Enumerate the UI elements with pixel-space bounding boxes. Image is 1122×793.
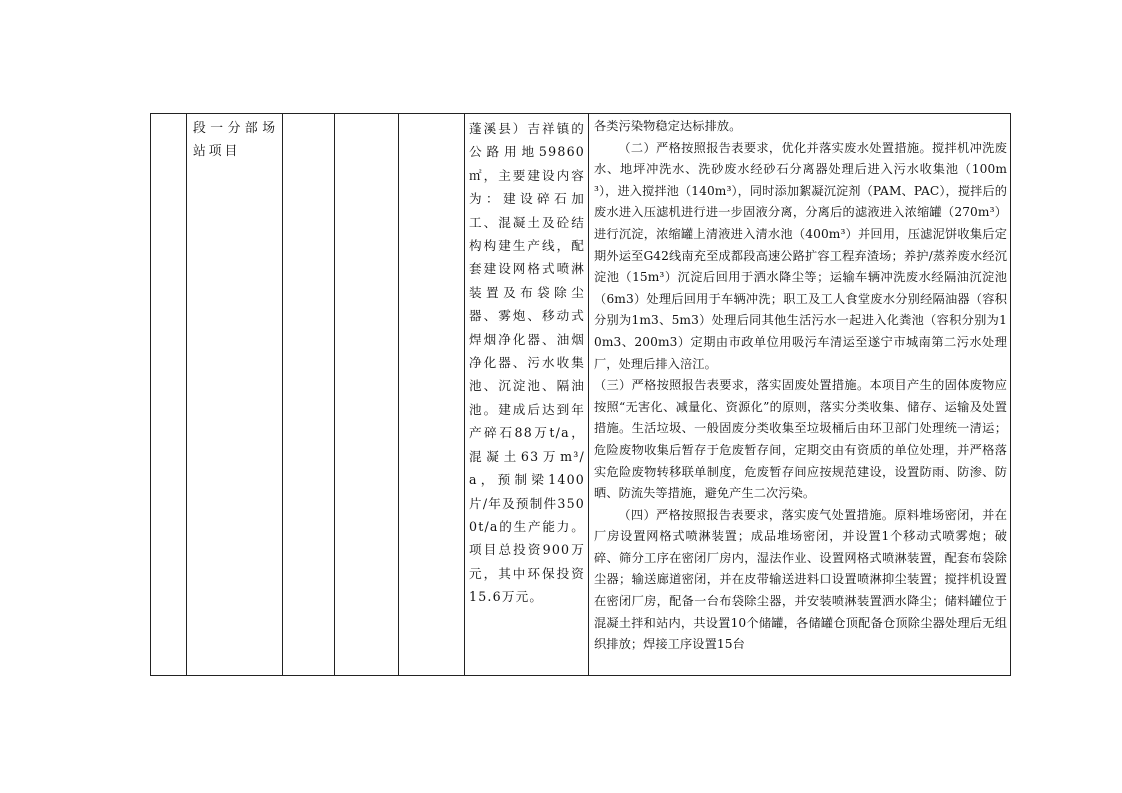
requirements-paragraph-3: （三）严格按照报告表要求，落实固废处置措施。本项目产生的固体废物应按照“无害化、减量化、资源化”的原则，落实分类收集、储存、运输及处置措施。生活垃圾、一般固废分类收集至垃圾桶后由环卫部门处理统一清运；危险废物收集后暂存于危废暂存间，定期交由有资质的单位处理，并严格落实危险废物转移联单制度，危废暂存间应按规范建设，设置防雨、防渗、防晒、防流失等措施，避免产生二次污染。 bbox=[594, 378, 1007, 501]
requirements-paragraph-2: （二）严格按照报告表要求，优化并落实废水处置措施。搅拌机冲洗废水、地坪冲洗水、洗砂废水经砂石分离器处理后进入污水收集池（100m³），进入搅拌池（140m³），同时添加絮凝沉淀剂（PAM、PAC），搅拌后的废水进入压滤机进行进一步固液分离，分离后的滤液进入浓缩罐（270m³）进行沉淀，浓缩罐上清液进入清水池（400m³）并回用，压滤泥饼收集后定期外运至G42线南充至成都段高速公路扩容工程弃渣场；养护/蒸养废水经沉淀池（15m³）沉淀后回用于洒水降尘等；运输车辆冲洗废水经隔油沉淀池（6m3）处理后回用于车辆冲洗；职工及工人食堂废水分别经隔油器（容积分别为1m3、5m3）处理后同其他生活污水一起进入化粪池（容积分别为10m3、200m3）定期由市政单位用吸污车清运至遂宁市城南第二污水处理厂，处理后排入涪江。 bbox=[594, 140, 1007, 371]
cell-requirements bbox=[589, 114, 1011, 676]
requirements-paragraph-1: 各类污染物稳定达标排放。 bbox=[594, 119, 742, 133]
requirements-text bbox=[589, 114, 1010, 656]
cell-col4 bbox=[335, 114, 399, 676]
cell-col5 bbox=[399, 114, 465, 676]
cell-serial bbox=[151, 114, 187, 676]
cell-project-name bbox=[187, 114, 283, 676]
cell-col3 bbox=[283, 114, 335, 676]
cell-project-content bbox=[465, 114, 589, 676]
approval-table bbox=[150, 113, 1011, 676]
project-name-text: 段一分部场站项目 bbox=[193, 121, 278, 160]
project-content-text: 蓬溪县）吉祥镇的公路用地59860㎡，主要建设内容为：建设碎石加工、混凝土及砼结构构建生产线，配套建设网格式喷淋装置及布袋除尘器、雾炮、移动式焊烟净化器、油烟净化器、污水收集池、沉淀池、隔油池。建成后达到年产碎石88万t/a，混凝土63万m³/a，预制梁1400片/年及预制件3500t/a的生产能力。项目总投资900万元，其中环保投资15.6万元。 bbox=[469, 121, 585, 605]
requirements-paragraph-4: （四）严格按照报告表要求，落实废气处置措施。原料堆场密闭，并在厂房设置网格式喷淋装置；成品堆场密闭，并设置1个移动式喷雾炮；破碎、筛分工序在密闭厂房内，湿法作业、设置网格式喷淋装置，配套布袋除尘器；输送廊道密闭，并在皮带输送进料口设置喷淋抑尘装置；搅拌机设置在密闭厂房，配备一台布袋除尘器，并安装喷淋装置洒水降尘；储料罐位于混凝土拌和站内，共设置10个储罐，各储罐仓顶配备仓顶除尘器处理后无组织排放；焊接工序设置15台 bbox=[594, 507, 1007, 652]
table-row bbox=[151, 114, 1011, 676]
